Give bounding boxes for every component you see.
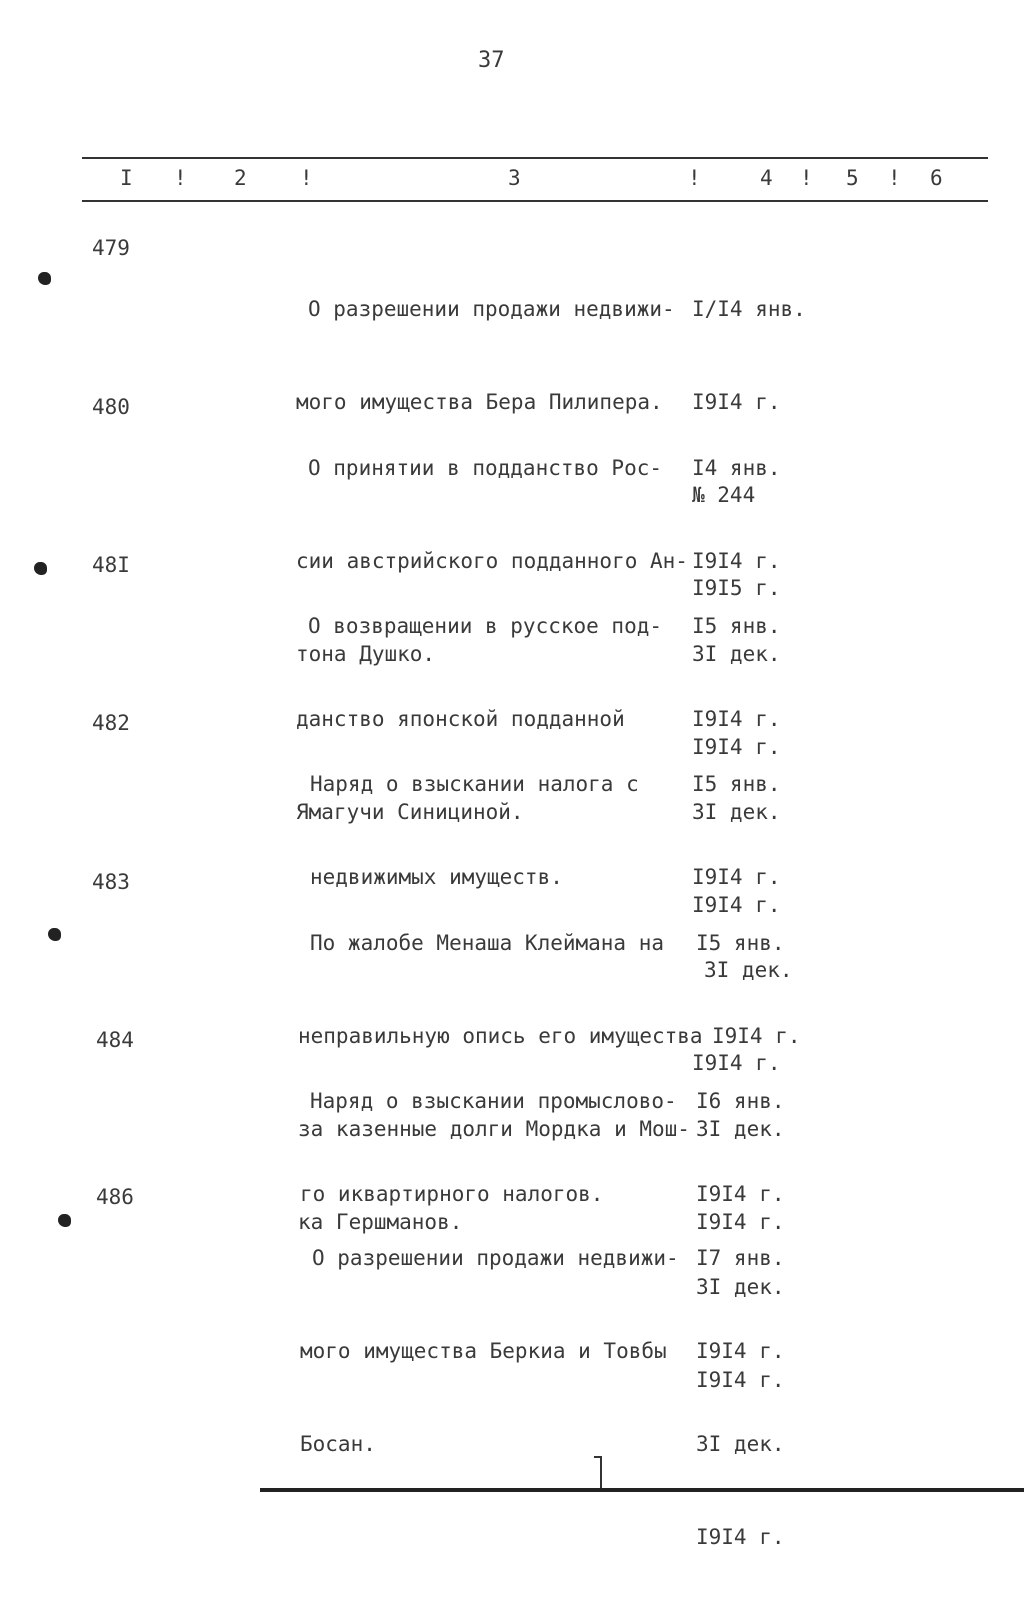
header-col-2: 2	[234, 166, 247, 190]
entry-dates: I7 янв. I9I4 г. 3I дек. I9I4 г.	[696, 1246, 785, 1549]
binder-hole-mark	[38, 272, 51, 285]
header-separator: !	[800, 166, 813, 190]
header-separator: !	[300, 166, 313, 190]
entry-title: О разрешении продажи недвижи- мого имущества Беркиа и Товбы Босан.	[300, 1246, 679, 1456]
entry-number: 483	[92, 870, 130, 894]
entry-title: О возвращении в русское под- данство японской подданной Ямагучи Синициной.	[296, 614, 663, 824]
entry-number: 482	[92, 711, 130, 735]
page-bottom-edge	[260, 1488, 1024, 1492]
entry-title: Наряд о взыскании налога с недвижимых имуществ.	[310, 772, 639, 889]
page-number: 37	[478, 48, 505, 73]
entry-title: О разрешении продажи недвижи- мого имущества Бера Пилипера.	[296, 297, 675, 414]
entry-title: По жалобе Менаша Клеймана на неправильную опись его имущества за казенные долги Мордка и Мош- ка Гершманов.	[298, 931, 703, 1234]
header-col-1: I	[120, 166, 133, 190]
entry-number: 479	[92, 236, 130, 260]
header-col-5: 5	[846, 166, 859, 190]
entry-dates: I4 янв. I9I4 г. 3I дек. I9I4 г.	[692, 456, 781, 759]
entry-dates: I5 янв. I9I4 г. 3I дек. I9I4 г.	[692, 614, 781, 917]
entry-number: 486	[96, 1185, 134, 1209]
entry-dates: I6 янв. I9I4 г. 3I дек. I9I4 г.	[696, 1089, 785, 1392]
header-separator: !	[174, 166, 187, 190]
header-rule-top	[82, 157, 988, 159]
entry-dates: I/I4 янв. I9I4 г. № 244 I9I5 г.	[692, 297, 806, 600]
binder-hole-mark	[34, 562, 47, 575]
binder-hole-mark	[48, 928, 61, 941]
entry-title: Наряд о взыскании промыслово- го иквартирного налогов.	[300, 1089, 677, 1206]
header-col-3: 3	[508, 166, 521, 190]
binder-hole-mark	[58, 1214, 71, 1227]
entry-title: О принятии в подданство Рос- сии австрийского подданного Ан- тона Душко.	[296, 456, 688, 666]
header-col-6: 6	[930, 166, 943, 190]
entry-number: 480	[92, 395, 130, 419]
header-rule-bottom	[82, 200, 988, 202]
entry-dates: I5 янв. I9I4 г. 3I дек. I9I4 г.	[692, 772, 793, 1075]
pencil-mark	[594, 1456, 602, 1492]
entry-number: 48I	[92, 553, 130, 577]
header-col-4: 4	[760, 166, 773, 190]
entry-dates: I5 янв. I9I4 г. 3I дек. I9I4 г.	[696, 931, 801, 1234]
header-separator: !	[688, 166, 701, 190]
entry-number: 484	[96, 1028, 134, 1052]
header-separator: !	[888, 166, 901, 190]
